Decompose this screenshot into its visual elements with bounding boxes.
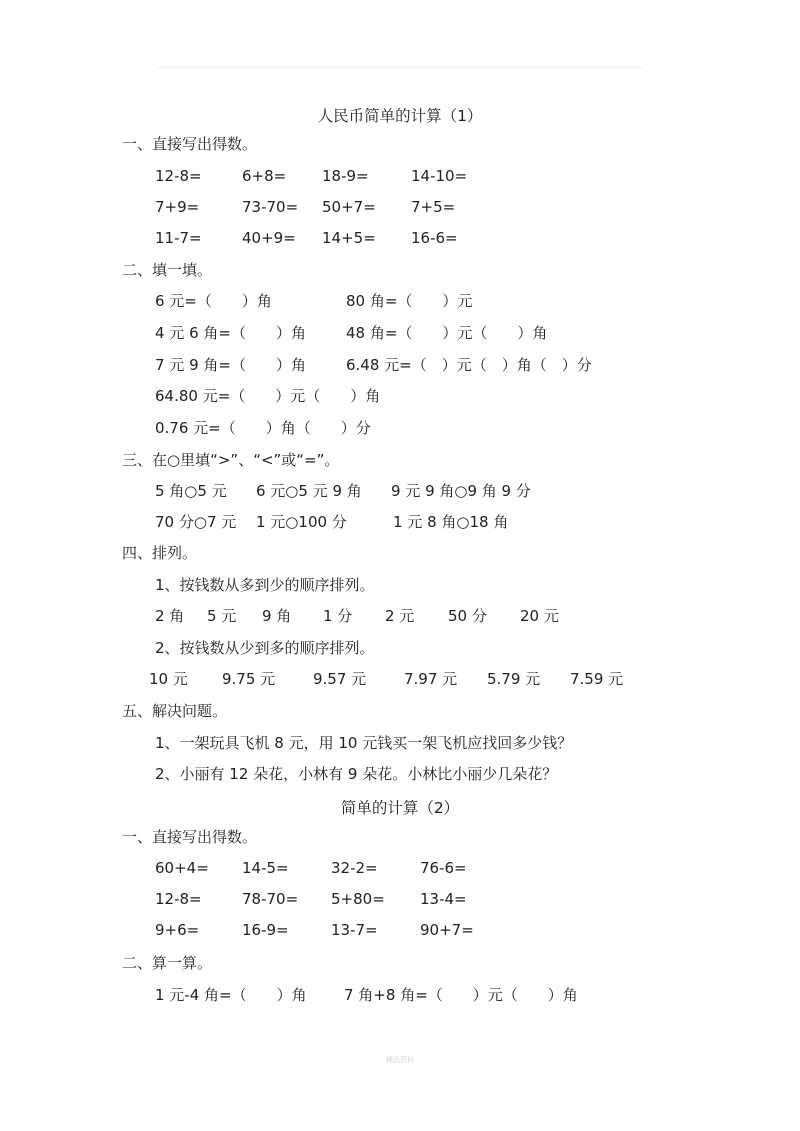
money-item: 7.97 元 (404, 670, 458, 688)
money-item: 5 元 (207, 607, 237, 625)
section-heading: 一、直接写出得数。 (122, 135, 258, 153)
header-rule (158, 67, 642, 68)
exercise-item: 12-8= (155, 167, 202, 185)
fill-in-item: 6.48 元=（ ）元（ ）角（ ）分 (346, 356, 592, 374)
money-item: 2 元 (385, 607, 415, 625)
exercise-item: 14+5= (322, 229, 376, 247)
exercise-item: 11-7= (155, 229, 202, 247)
exercise-item: 78-70= (242, 890, 299, 908)
fill-in-item: 48 角=（ ）元（ ）角 (346, 324, 548, 342)
footer-watermark: 精品资料 (386, 1056, 414, 1064)
exercise-item: 73-70= (242, 198, 299, 216)
word-problem: 1、一架玩具飞机 8 元，用 10 元钱买一架飞机应找回多少钱？ (155, 734, 573, 752)
question-text: 2、按钱数从少到多的顺序排列。 (155, 639, 375, 657)
section-heading: 三、在○里填“>”、“<”或“=”。 (122, 451, 340, 469)
compare-item: 1 元○100 分 (256, 513, 347, 531)
exercise-item: 18-9= (322, 167, 369, 185)
section-heading: 二、填一填。 (122, 261, 213, 279)
compare-item: 1 元 8 角○18 角 (393, 513, 509, 531)
exercise-item: 16-6= (411, 229, 458, 247)
money-item: 9 角 (262, 607, 292, 625)
exercise-item: 90+7= (420, 921, 474, 939)
word-problem: 2、小丽有 12 朵花，小林有 9 朵花。小林比小丽少几朵花？ (155, 765, 558, 783)
exercise-item: 14-5= (242, 859, 289, 877)
exercise-item: 16-9= (242, 921, 289, 939)
exercise-item: 9+6= (155, 921, 200, 939)
money-item: 5.79 元 (487, 670, 541, 688)
section-heading: 二、算一算。 (122, 954, 213, 972)
exercise-item: 40+9= (242, 229, 296, 247)
fill-in-item: 64.80 元=（ ）元（ ）角 (155, 387, 381, 405)
exercise-item: 14-10= (411, 167, 468, 185)
fill-in-item: 4 元 6 角=（ ）角 (155, 324, 306, 342)
section-heading: 五、解决问题。 (122, 702, 228, 720)
calc-item: 1 元-4 角=（ ）角 (155, 986, 307, 1004)
exercise-item: 7+9= (155, 198, 200, 216)
fill-in-item: 0.76 元=（ ）角（ ）分 (155, 419, 371, 437)
exercise-item: 7+5= (411, 198, 456, 216)
money-item: 2 角 (155, 607, 185, 625)
fill-in-item: 7 元 9 角=（ ）角 (155, 356, 306, 374)
compare-item: 5 角○5 元 (155, 482, 227, 500)
question-text: 1、按钱数从多到少的顺序排列。 (155, 576, 375, 594)
exercise-item: 60+4= (155, 859, 209, 877)
fill-in-item: 6 元=（ ）角 (155, 292, 272, 310)
compare-item: 70 分○7 元 (155, 513, 237, 531)
worksheet-title-2: 简单的计算（2） (340, 799, 460, 817)
compare-item: 9 元 9 角○9 角 9 分 (391, 482, 531, 500)
calc-item: 7 角+8 角=（ ）元（ ）角 (344, 986, 578, 1004)
exercise-item: 32-2= (331, 859, 378, 877)
fill-in-item: 80 角=（ ）元 (346, 292, 473, 310)
money-item: 50 分 (448, 607, 487, 625)
exercise-item: 50+7= (322, 198, 376, 216)
money-item: 9.75 元 (222, 670, 276, 688)
money-item: 20 元 (520, 607, 559, 625)
exercise-item: 13-7= (331, 921, 378, 939)
exercise-item: 12-8= (155, 890, 202, 908)
money-item: 7.59 元 (570, 670, 624, 688)
money-item: 1 分 (323, 607, 353, 625)
exercise-item: 76-6= (420, 859, 467, 877)
exercise-item: 5+80= (331, 890, 385, 908)
exercise-item: 13-4= (420, 890, 467, 908)
money-item: 9.57 元 (313, 670, 367, 688)
section-heading: 一、直接写出得数。 (122, 828, 258, 846)
worksheet-title-1: 人民币简单的计算（1） (317, 107, 483, 125)
exercise-item: 6+8= (242, 167, 287, 185)
section-heading: 四、排列。 (122, 544, 198, 562)
money-item: 10 元 (149, 670, 188, 688)
compare-item: 6 元○5 元 9 角 (256, 482, 362, 500)
